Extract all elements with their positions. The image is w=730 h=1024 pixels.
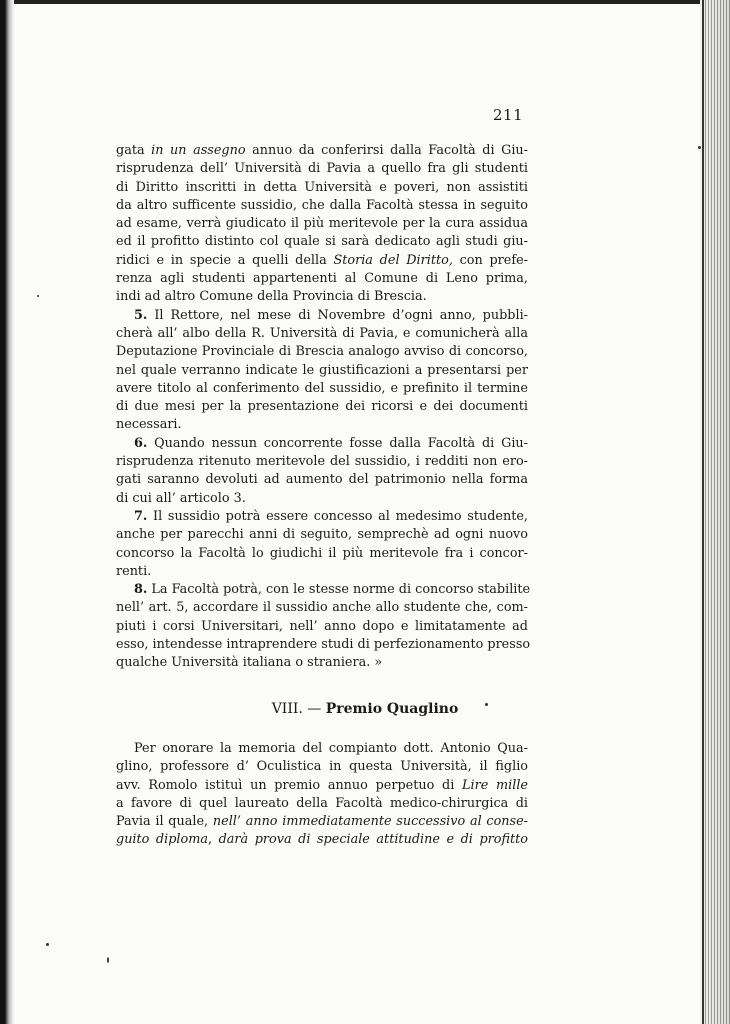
- text-line: necessari.: [116, 417, 182, 433]
- article-number: 5.: [134, 307, 148, 323]
- article-number: 6.: [134, 435, 148, 451]
- text-line: glino, professore d’ Oculistica in questa Università, il figlio: [116, 759, 528, 775]
- text-line: qualche Università italiana o straniera. »: [116, 655, 383, 671]
- text-line: ad esame, verrà giudicato il più meritevole per la cura assidua: [116, 216, 528, 232]
- scan-speck: [37, 295, 39, 297]
- article-7-line: 7. Il sussidio potrà essere concesso al medesimo studente,: [134, 508, 528, 524]
- scan-speck: [107, 957, 109, 963]
- text-line: piuti i corsi Universitari, nell’ anno dopo e limitatamente ad: [116, 618, 528, 634]
- page-number: 211: [493, 106, 524, 124]
- text-line: risprudenza ritenuto meritevole del sussidio, i redditi non ero-: [116, 454, 528, 470]
- scan-speck: [698, 146, 701, 149]
- article-8-line: 8. La Facoltà potrà, con le stesse norme di concorso stabilite: [134, 582, 531, 598]
- text-line: ridici e in specie a quelli della Storia del Diritto, con prefe-: [116, 252, 528, 268]
- article-6-line: 6. Quando nessun concorrente fosse dalla Facoltà di Giu-: [134, 435, 528, 451]
- text-line: avere titolo al conferimento del sussidio, e prefinito il termine: [116, 380, 528, 396]
- text-line: gata in un assegno annuo da conferirsi dalla Facoltà di Giu-: [116, 143, 528, 158]
- text-line: renti.: [116, 563, 152, 579]
- paragraph-continuation: [116, 142, 531, 673]
- text-line: guito diploma, darà prova di speciale attitudine e di profitto: [116, 832, 528, 848]
- text-line: renza agli studenti appartenenti al Comune di Leno prima,: [116, 271, 528, 287]
- text-line: di due mesi per la presentazione dei ricorsi e dei documenti: [116, 399, 528, 415]
- section-title: Premio Quaglino: [325, 701, 459, 717]
- text-line: avv. Romolo istituì un premio annuo perpetuo di Lire mille: [116, 777, 528, 793]
- book-binding-left: [0, 0, 14, 1024]
- text-line: nell’ art. 5, accordare il sussidio anche allo studente che, com-: [116, 600, 528, 616]
- text-line: Per onorare la memoria del compianto dott. Antonio Qua-: [134, 741, 528, 756]
- scan-speck: [485, 703, 488, 706]
- text-line: risprudenza dell’ Università di Pavia a quello fra gli studenti: [116, 161, 528, 177]
- text-line: a favore di quel laureato della Facoltà medico-chirurgica di: [116, 795, 528, 811]
- text-line: nel quale verranno indicate le giustificazioni a presentarsi per: [116, 362, 528, 378]
- section-heading: [0, 701, 730, 717]
- page-stack-right: [700, 0, 730, 1024]
- text-line: Pavia il quale, nell’ anno immediatamente successivo al conse-: [116, 814, 528, 830]
- page-top-edge: [0, 0, 730, 4]
- text-line: gati saranno devoluti ad aumento del patrimonio nella forma: [116, 472, 528, 488]
- article-number: 8.: [134, 582, 148, 598]
- section-numeral: VIII. —: [271, 701, 326, 717]
- article-number: 7.: [134, 508, 148, 524]
- text-line: cherà all’ albo della R. Università di Pavia, e comunicherà alla: [116, 325, 528, 341]
- text-line: concorso la Facoltà lo giudichi il più meritevole fra i concor-: [116, 545, 528, 561]
- article-5-line: 5. Il Rettore, nel mese di Novembre d’ogni anno, pubbli-: [134, 307, 528, 323]
- section-body: [116, 740, 528, 850]
- text-line: ed il profitto distinto col quale si sarà dedicato agli studi giu-: [116, 234, 528, 250]
- text-line: di cui all’ articolo 3.: [116, 490, 246, 506]
- text-line: indi ad altro Comune della Provincia di Brescia.: [116, 289, 427, 305]
- text-line: di Diritto inscritti in detta Università e poveri, non assistiti: [116, 179, 528, 195]
- text-line: esso, intendesse intraprendere studi di perfezionamento presso: [116, 637, 531, 653]
- text-line: Deputazione Provinciale di Brescia analogo avviso di concorso,: [116, 344, 528, 360]
- scan-speck: [46, 943, 49, 946]
- text-line: da altro sufficente sussidio, che dalla Facoltà stessa in seguito: [116, 197, 528, 213]
- text-line: anche per parecchi anni di seguito, semprechè ad ogni nuovo: [116, 527, 528, 543]
